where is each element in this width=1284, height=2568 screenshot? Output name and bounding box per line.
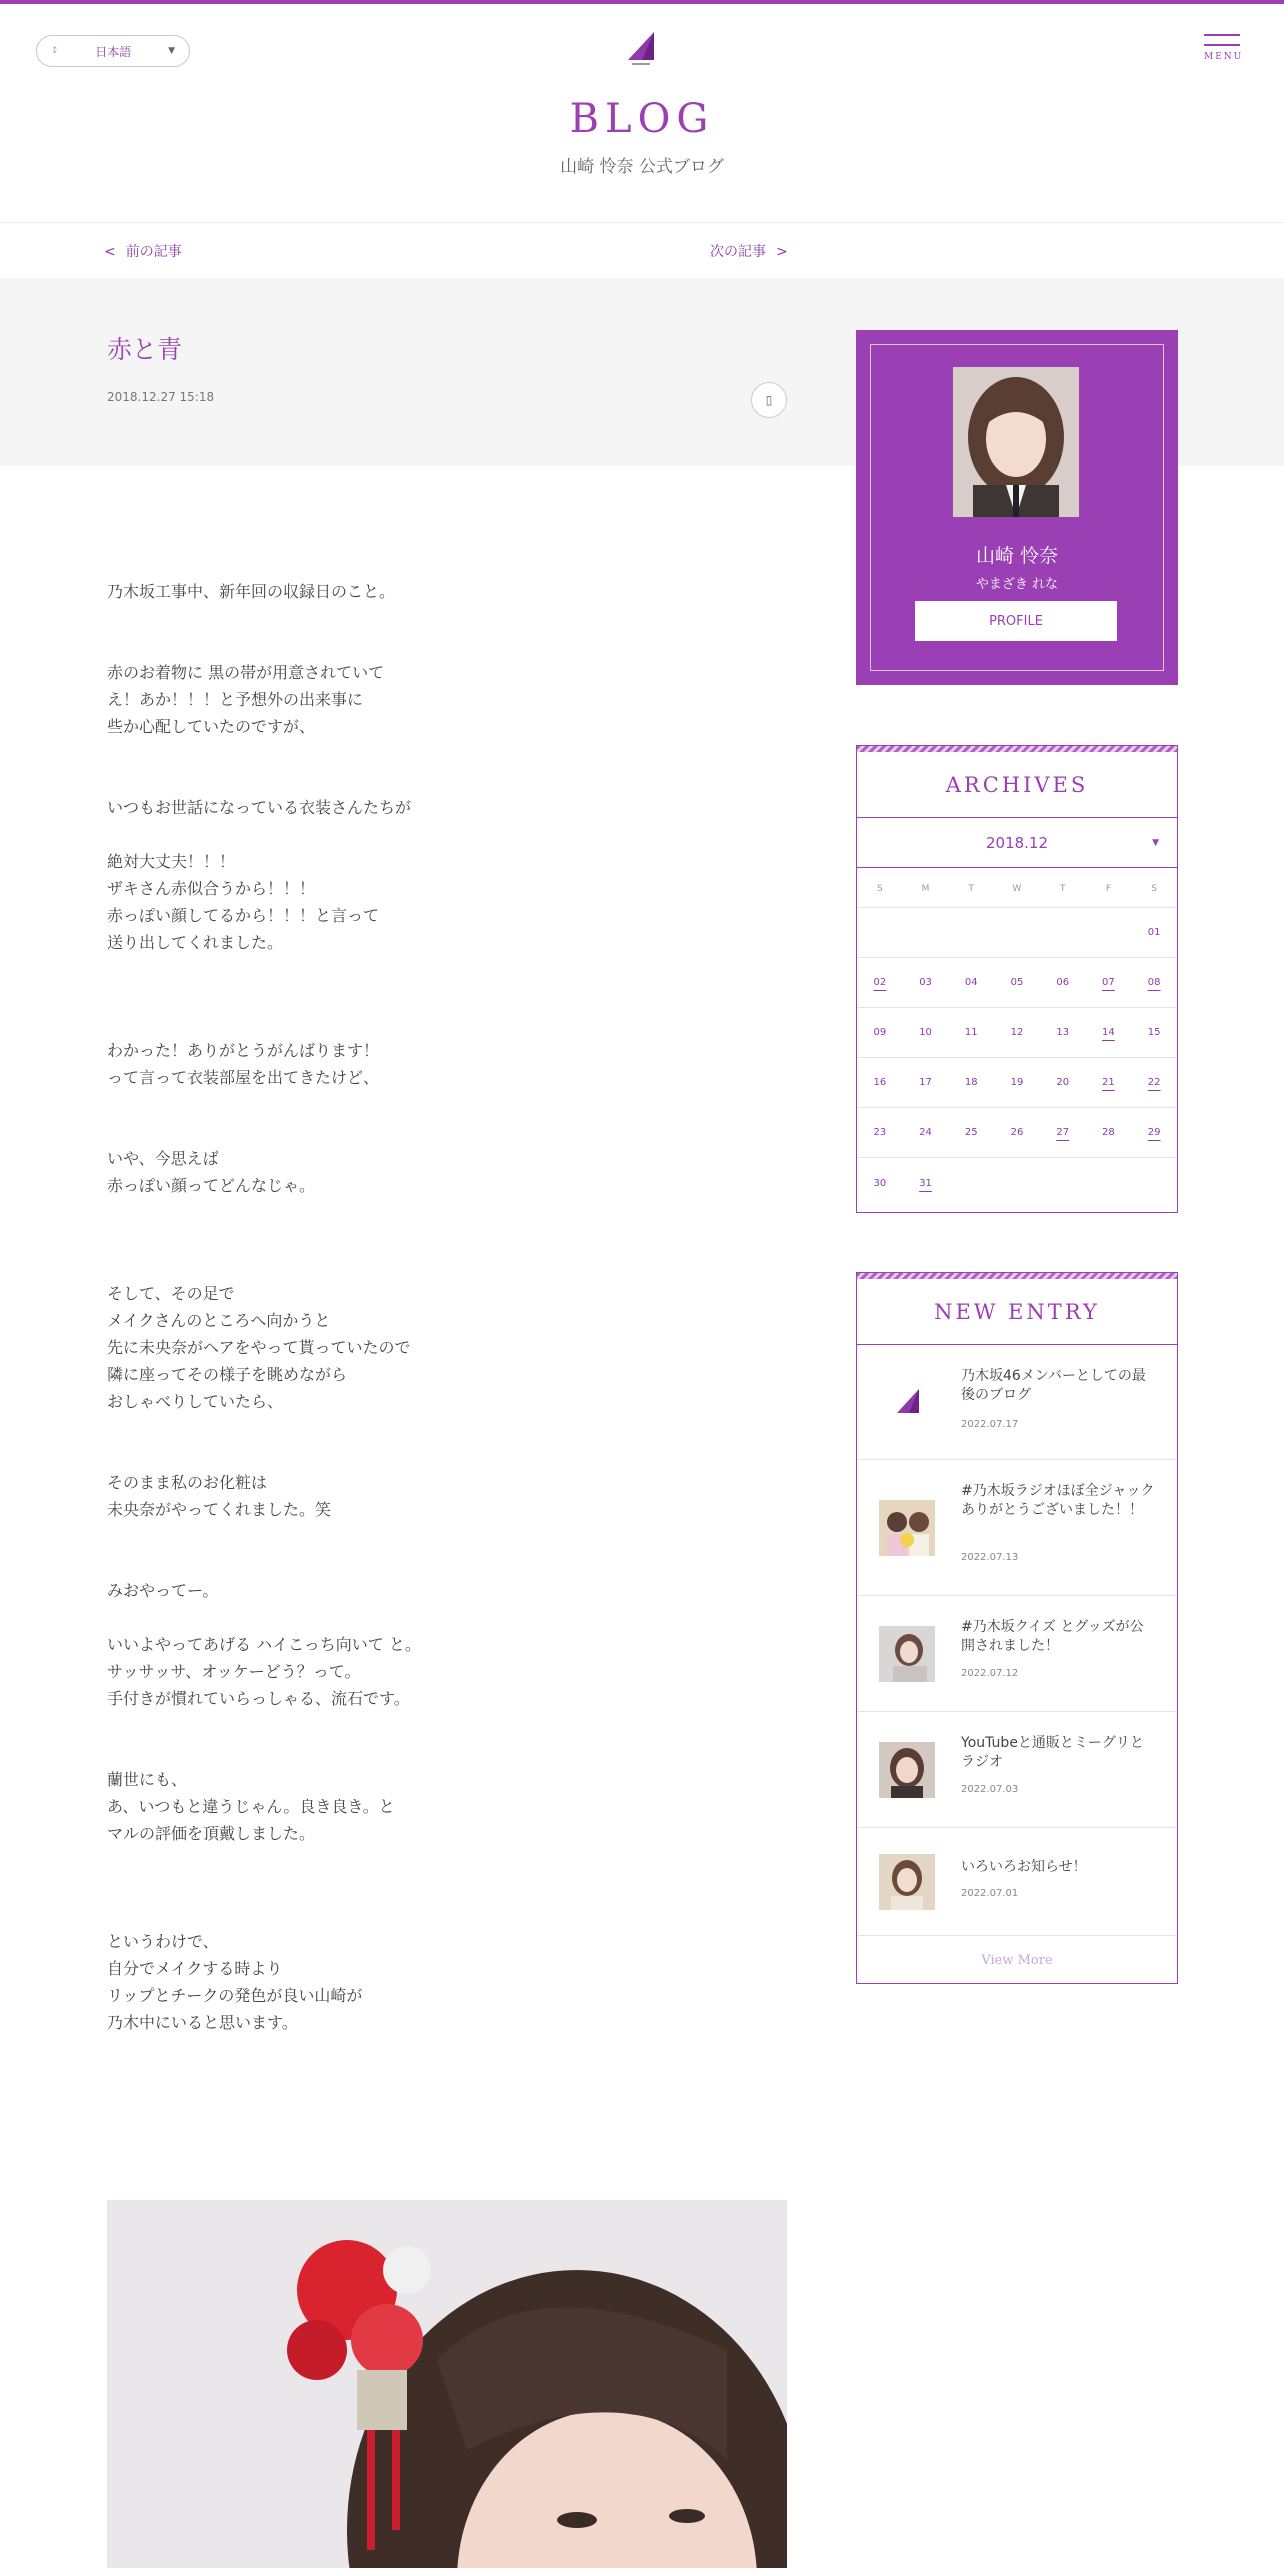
- archives-month-label: 2018.12: [985, 833, 1049, 852]
- language-label: 日本語: [95, 44, 132, 59]
- entry-item[interactable]: [857, 1345, 1177, 1460]
- next-article-link[interactable]: [710, 241, 788, 261]
- weekday-label: W: [1012, 884, 1022, 894]
- menu-label: MENU: [1204, 52, 1244, 62]
- weekday-label: F: [1105, 884, 1112, 894]
- photo-illustration: [107, 2200, 787, 2568]
- article-paragraph: 絶対大丈夫！！！ ザキさん赤似合うから！！！ 赤っぽい顔してるから！！！と言って 送り出してくれました。: [107, 852, 380, 952]
- article-paragraph: わかった！ありがとうがんばります！ って言って衣装部屋を出てきたけど、: [107, 1041, 380, 1087]
- entry-item[interactable]: [857, 1596, 1177, 1712]
- prev-article-link[interactable]: [104, 241, 182, 261]
- site-logo-icon[interactable]: [624, 30, 656, 70]
- article-paragraph: いいよやってあげる ハイこっち向いて と。 サッサッサ、オッケーどう？って。 手付きが慣れていらっしゃる、流石です。: [107, 1635, 421, 1708]
- profile-button[interactable]: PROFILE: [915, 601, 1117, 641]
- calendar-day: 25: [964, 1127, 978, 1138]
- article-paragraph: 蘭世にも、 あ、いつもと違うじゃん。良き良き。と マルの評価を頂戴しました。: [107, 1770, 395, 1843]
- calendar-day: 28: [1102, 1127, 1115, 1138]
- view-more-link[interactable]: View More: [981, 1952, 1053, 1968]
- profile-avatar: [953, 367, 1079, 517]
- calendar-day-link[interactable]: 07: [1102, 977, 1115, 988]
- thumbnail-photo: [879, 1742, 935, 1798]
- calendar-day: 12: [1010, 1027, 1024, 1038]
- profile-kana: やまざき れな: [975, 577, 1059, 592]
- article-paragraph: というわけで、 自分でメイクする時より リップとチークの発色が良い山崎が 乃木中にいると思います。: [107, 1932, 363, 2032]
- calendar-day: 03: [919, 977, 932, 988]
- entry-thumbnail: [879, 1854, 935, 1910]
- calendar-day: 17: [919, 1077, 932, 1088]
- top-accent-bar: [0, 0, 1284, 4]
- article-paragraph: 赤のお着物に 黒の帯が用意されていて え！あか！！！と予想外の出来事に 些か心配していたのですが、: [107, 663, 385, 736]
- avatar-illustration: [953, 367, 1079, 517]
- calendar-day: 05: [1010, 977, 1024, 988]
- chevron-down-icon: ▼: [168, 46, 175, 56]
- thumbnail-photo: [879, 1626, 935, 1682]
- entry-thumbnail: [879, 1626, 935, 1682]
- archives-month-select[interactable]: [857, 818, 1177, 868]
- calendar-day-link[interactable]: 14: [1102, 1027, 1115, 1038]
- share-icon: ▯: [765, 393, 773, 407]
- calendar-day: 15: [1147, 1027, 1161, 1038]
- calendar-day: 10: [919, 1027, 932, 1038]
- share-button[interactable]: [751, 382, 787, 418]
- calendar-day-link[interactable]: 21: [1102, 1077, 1115, 1088]
- entry-date: 2022.07.03: [961, 1784, 1019, 1795]
- calendar-week: [857, 908, 1177, 958]
- archives-heading: ARCHIVES: [857, 752, 1177, 818]
- weekday-label: S: [1151, 884, 1157, 894]
- thumbnail-photo: [879, 1500, 935, 1556]
- next-article-label: 次の記事: [710, 244, 766, 260]
- entry-thumbnail: [879, 1500, 935, 1556]
- new-entry-heading: NEW ENTRY: [857, 1279, 1177, 1345]
- article-paragraph: そのまま私のお化粧は 未央奈がやってくれました。笑: [107, 1473, 332, 1519]
- menu-bar: [1204, 34, 1240, 36]
- calendar-day: 30: [873, 1177, 887, 1189]
- calendar-week: [857, 1008, 1177, 1058]
- entry-date: 2022.07.12: [961, 1668, 1019, 1679]
- new-entry-widget: [856, 1272, 1178, 1984]
- entry-title: #乃木坂クイズ とグッズが公開されました！: [961, 1619, 1144, 1654]
- article-body: [107, 578, 787, 2063]
- article-paragraph: みおやってー。: [107, 1581, 219, 1600]
- menu-button[interactable]: [1204, 34, 1242, 70]
- entry-date: 2022.07.01: [961, 1888, 1019, 1899]
- entry-thumbnail: [879, 1375, 935, 1431]
- calendar-day-link[interactable]: 27: [1056, 1127, 1070, 1138]
- entry-title: #乃木坂ラジオほぼ全ジャック ありがとうございました！！: [961, 1483, 1155, 1518]
- article-paragraph: そして、その足で メイクさんのところへ向かうと 先に未央奈がヘアをやって貰っていたので 隣に座ってその様子を眺めながら おしゃべりしていたら、: [107, 1284, 411, 1411]
- calendar-day-link[interactable]: 02: [873, 977, 887, 988]
- entry-title: YouTubeと通販とミーグリとラジオ: [961, 1735, 1144, 1770]
- weekday-label: S: [876, 884, 883, 894]
- profile-card-inner: [870, 344, 1164, 671]
- entry-item[interactable]: [857, 1712, 1177, 1828]
- article-paragraph: いや、今思えば 赤っぽい顔ってどんなじゃ。: [107, 1149, 316, 1195]
- page-subtitle: 山崎 怜奈 公式ブログ: [560, 157, 724, 177]
- sort-arrows-icon: ↕: [51, 46, 59, 56]
- calendar-day: 06: [1056, 977, 1070, 988]
- entry-thumbnail: [879, 1742, 935, 1798]
- weekday-label: M: [921, 884, 930, 894]
- calendar-week: [857, 958, 1177, 1008]
- calendar-day-link[interactable]: 22: [1147, 1077, 1161, 1088]
- calendar-weekday-header: [857, 868, 1177, 908]
- calendar-day: 01: [1147, 927, 1161, 938]
- weekday-label: T: [968, 884, 975, 894]
- entry-title: いろいろお知らせ！: [961, 1859, 1087, 1875]
- entry-item[interactable]: [857, 1828, 1177, 1936]
- calendar-day: 18: [964, 1077, 978, 1088]
- article-paragraph: 乃木坂工事中、新年回の収録日のこと。: [107, 582, 396, 601]
- article-paragraph: いつもお世話になっている衣装さんたちが: [107, 798, 412, 817]
- profile-name: 山崎 怜奈: [975, 545, 1059, 567]
- calendar-day: 24: [919, 1127, 932, 1138]
- calendar-day: 13: [1056, 1027, 1070, 1038]
- entry-item[interactable]: [857, 1460, 1177, 1596]
- divider: [0, 222, 1284, 223]
- weekday-label: T: [1059, 884, 1066, 894]
- calendar-day: 26: [1010, 1127, 1024, 1138]
- calendar-day: 09: [873, 1027, 887, 1038]
- entry-date: 2022.07.13: [961, 1552, 1019, 1563]
- menu-bar: [1204, 44, 1240, 46]
- chevron-left-icon: <: [104, 244, 116, 260]
- entry-title: 乃木坂46メンバーとしての最後のブログ: [961, 1368, 1146, 1403]
- calendar-grid: [857, 908, 1177, 1208]
- prev-article-label: 前の記事: [125, 244, 182, 260]
- entry-date: 2022.07.17: [961, 1419, 1019, 1430]
- calendar-day: 20: [1056, 1077, 1070, 1088]
- calendar-day-link[interactable]: 29: [1147, 1127, 1161, 1138]
- calendar-day: 04: [964, 977, 978, 988]
- article-date: 2018.12.27 15:18: [107, 390, 215, 404]
- chevron-right-icon: >: [776, 244, 788, 260]
- thumbnail-photo: [879, 1854, 935, 1910]
- calendar-day: 16: [873, 1077, 887, 1088]
- article-photo: [107, 2200, 787, 2568]
- calendar-day: 19: [1010, 1077, 1024, 1088]
- calendar-day: 11: [964, 1027, 978, 1038]
- calendar-day-link[interactable]: 08: [1147, 977, 1161, 988]
- site-logo-icon: [879, 1375, 935, 1431]
- calendar-day-link[interactable]: 31: [919, 1177, 932, 1189]
- calendar-week: [857, 1158, 1177, 1208]
- page-title: BLOG: [569, 96, 715, 142]
- profile-card: [856, 330, 1178, 685]
- calendar-week: [857, 1108, 1177, 1158]
- chevron-down-icon: ▼: [1152, 837, 1159, 848]
- article-title: 赤と青: [107, 335, 183, 364]
- language-select[interactable]: [36, 35, 190, 67]
- archives-widget: [856, 745, 1178, 1213]
- calendar-week: [857, 1058, 1177, 1108]
- calendar-day: 23: [873, 1127, 887, 1138]
